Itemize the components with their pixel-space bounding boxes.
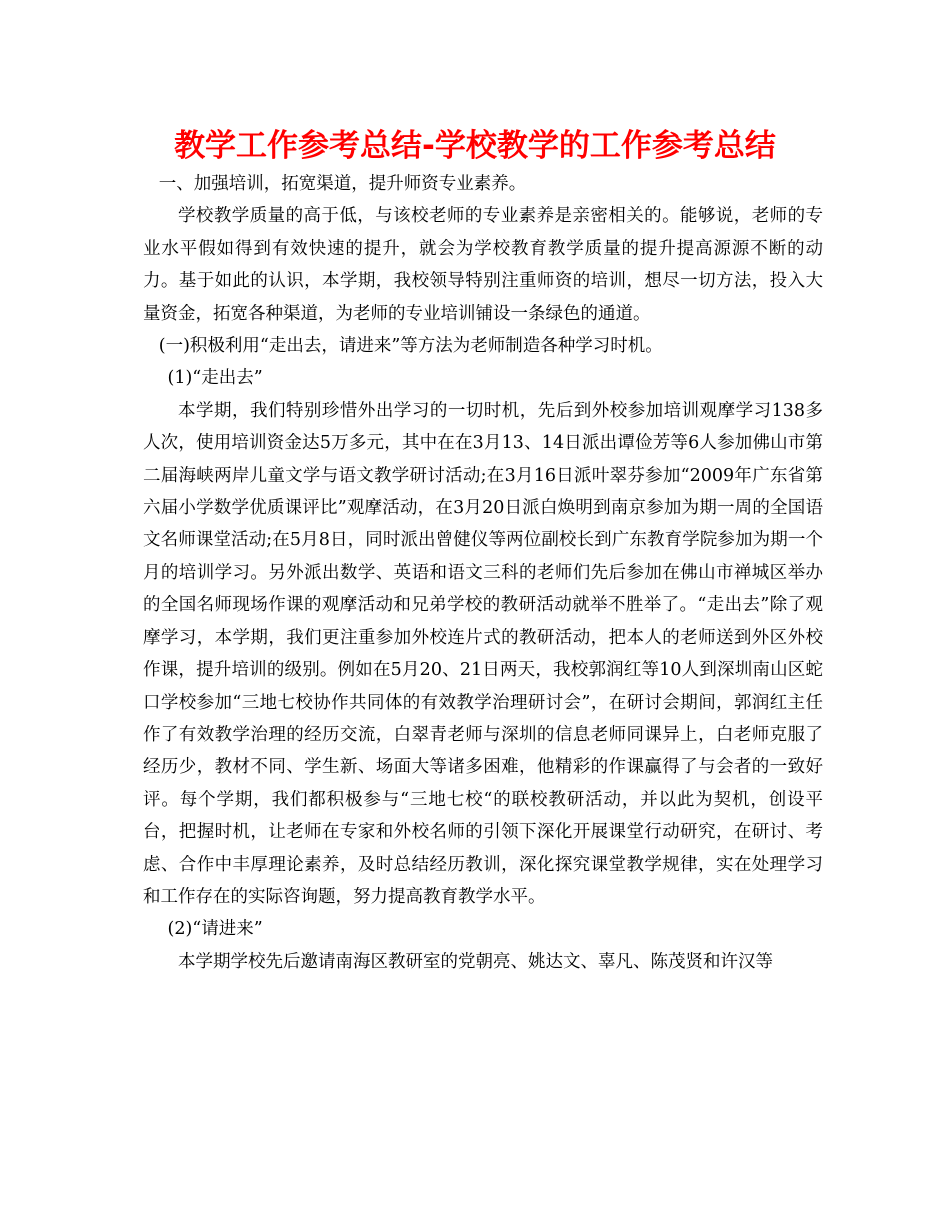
body-paragraph: 本学期学校先后邀请南海区教研室的党朝亮、姚达文、辜凡、陈茂贤和许汉等	[178, 951, 773, 972]
section-heading: 一、加强培训，拓宽渠道，提升师资专业素养。	[158, 174, 527, 194]
item-heading: (2)“请进来”	[167, 919, 263, 940]
body-paragraph: 学校教学质量的高于低，与该校老师的专业素养是亲密相关的。能够说，老师的专业水平假如得到有效快速的提升，就会为学校教育教学质量的提升提高源源不断的动力。基于如此的认识，本学期，我校领导特别注重师资的培训，想尽一切方法，投入大量资金，拓宽各种渠道，为老师的专业培训铺设一条绿色的通道。	[143, 206, 823, 324]
subsection-heading: (一)积极利用“走出去，请进来”等方法为老师制造各种学习时机。	[158, 336, 663, 357]
body-paragraph: 本学期，我们特别珍惜外出学习的一切时机，先后到外校参加培训观摩学习138多人次，使用培训资金达5万多元，其中在在3月13、14日派出谭俭芳等6人参加佛山市第二届海峡两岸儿童文学与语文教学研讨活动;在3月16日派叶翠芬参加“2009年广东省第六届小学数学优质课评比”观摩活动，在3月20日派白焕明到南京参加为期一周的全国语文名师课堂活动;在5月8日，同时派出曾健仪等两位副校长到广东教育学院参加为期一个月的培训学习。另外派出数学、英语和语文三科的老师们先后参加在佛山市禅城区举办的全国名师现场作课的观摩活动和兄弟学校的教研活动就举不胜举了。“走出去”除了观摩学习，本学期，我们更注重参加外校连片式的教研活动，把本人的老师送到外区外校作课，提升培训的级别。例如在5月20、21日两天，我校郭润红等10人到深圳南山区蛇口学校参加“三地七校协作共同体的有效教学治理研讨会”，在研讨会期间，郭润红主任作了有效教学治理的经历交流，白翠青老师与深圳的信息老师同课异上，白老师克服了经历少，教材不同、学生新、场面大等诸多困难，他精彩的作课赢得了与会者的一致好评。每个学期，我们都积极参与“三地七校“的联校教研活动，并以此为契机，创设平台，把握时机，让老师在专家和外校名师的引领下深化开展课堂行动研究，在研讨、考虑、合作中丰厚理论素养，及时总结经历教训，深化探究课堂教学规律，实在处理学习和工作存在的实际咨询题，努力提高教育教学水平。	[143, 400, 823, 907]
item-heading: (1)“走出去”	[167, 368, 263, 389]
document-body	[143, 168, 823, 978]
document-title: 教学工作参考总结-学校教学的工作参考总结	[174, 128, 776, 164]
